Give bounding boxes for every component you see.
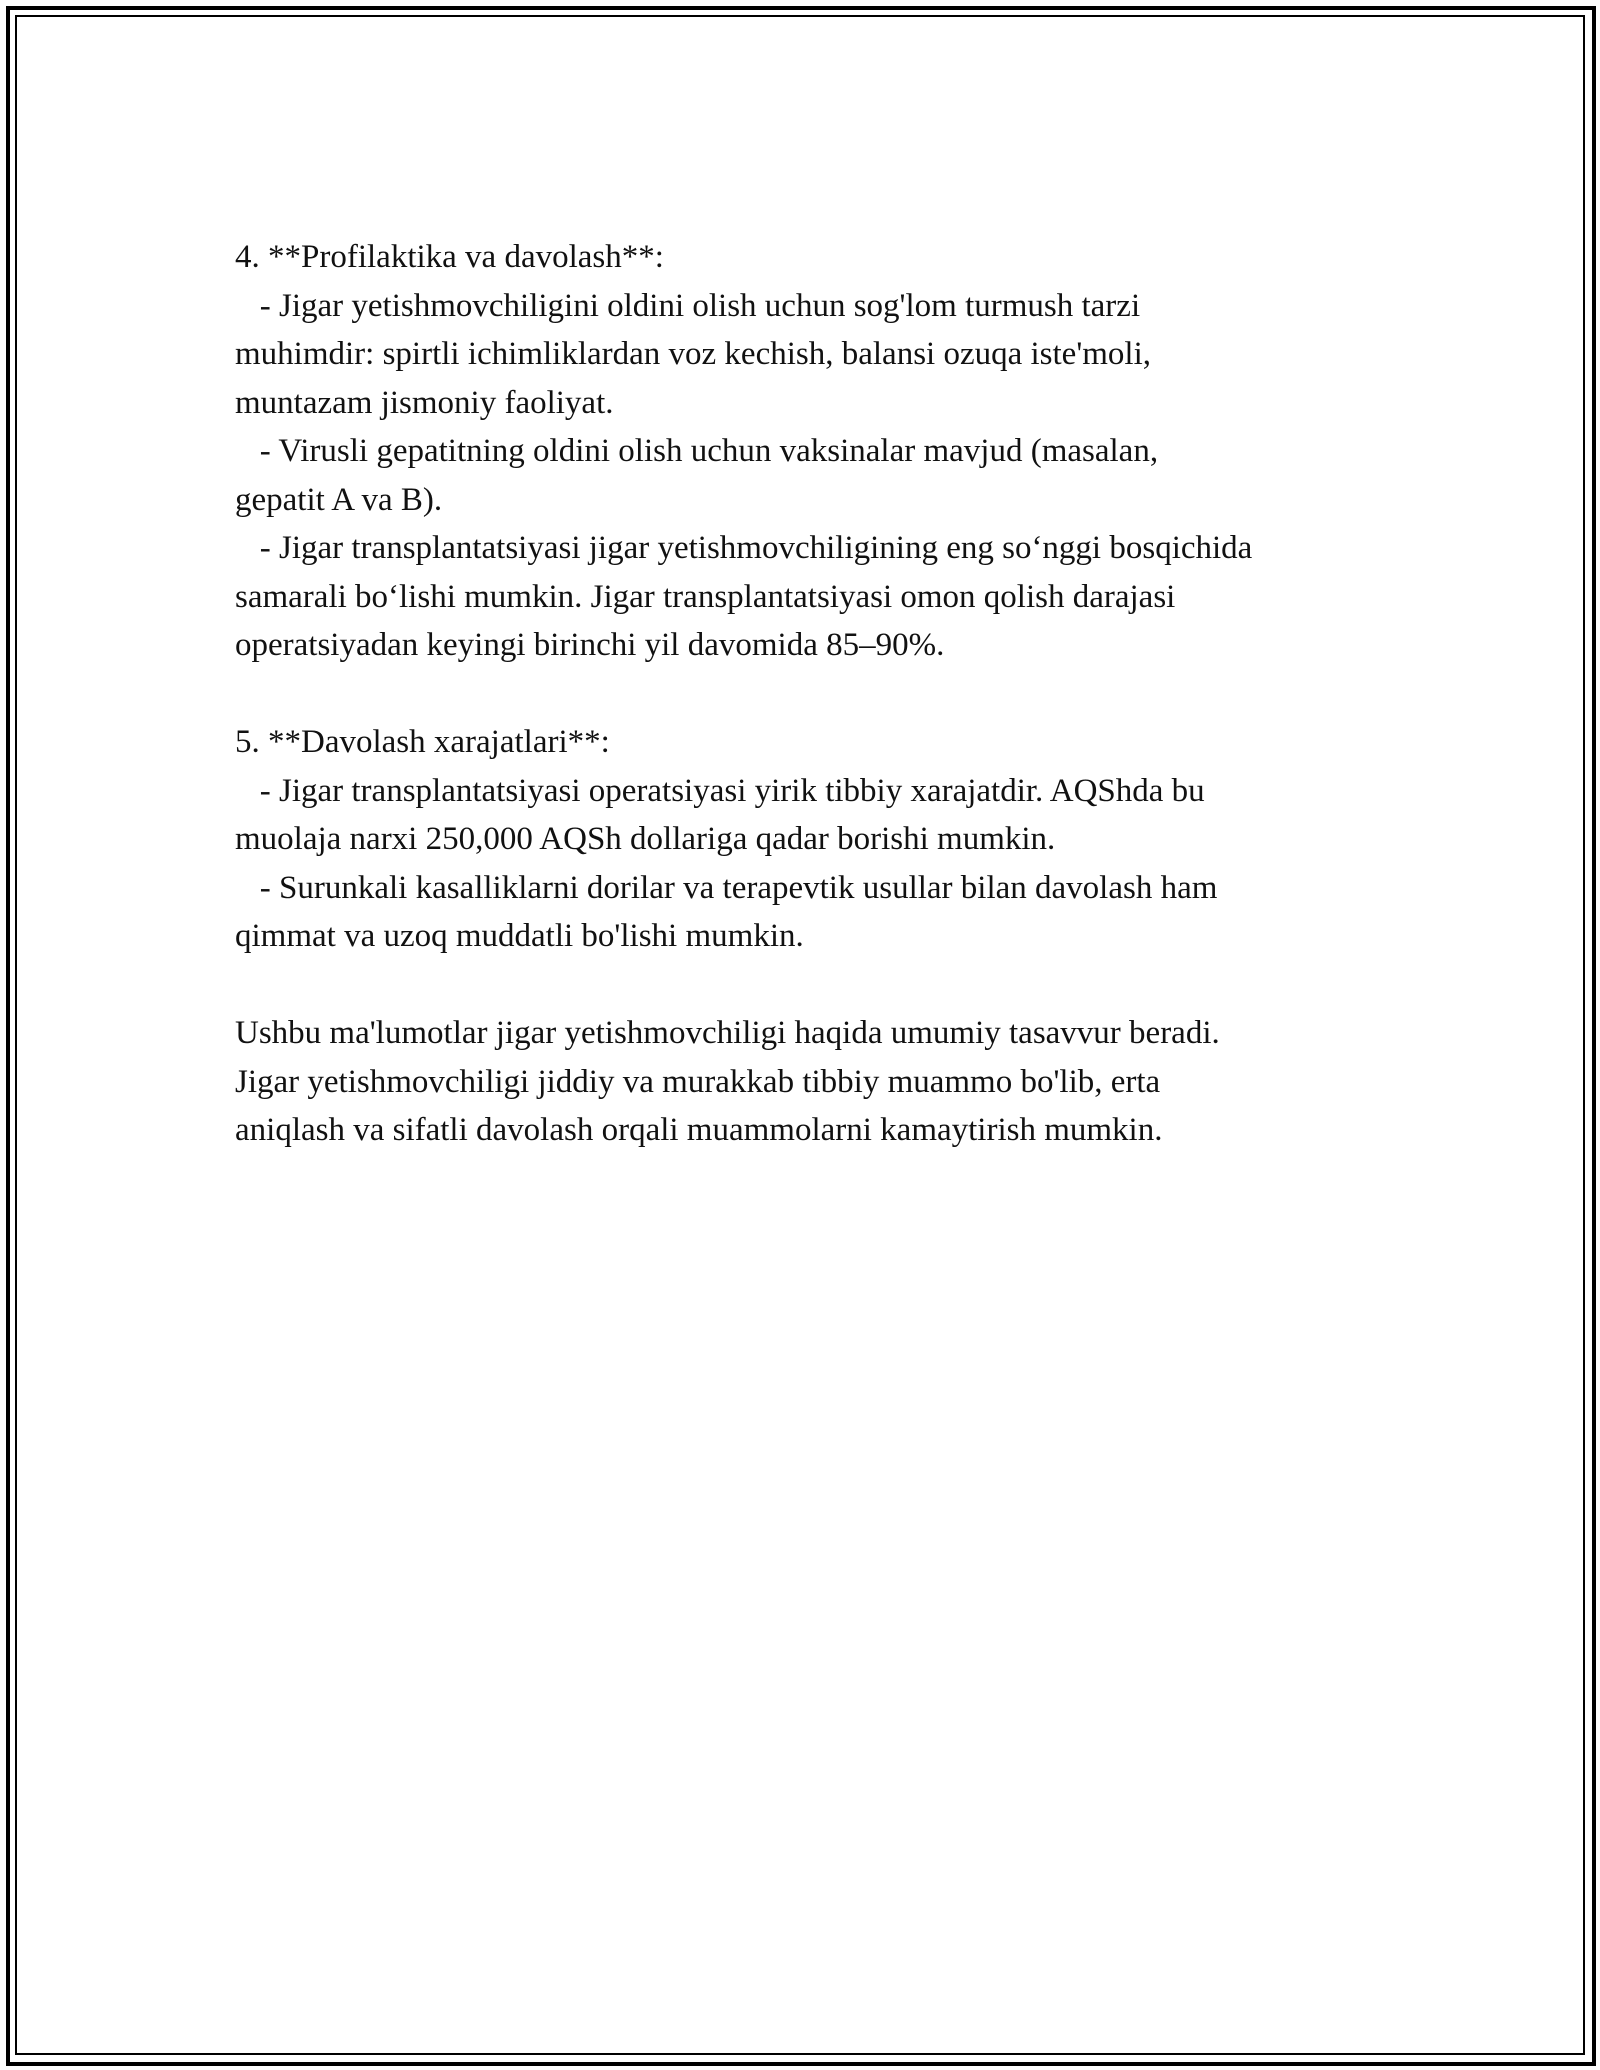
text-line: operatsiyadan keyingi birinchi yil davomida 85–90%.: [235, 627, 945, 663]
text-line: muntazam jismoniy faoliyat.: [235, 384, 614, 421]
text-line: aniqlash va sifatli davolash orqali muammolarni kamaytirish mumkin.: [235, 1112, 1163, 1148]
section-heading: 5. **Davolash xarajatlari**:: [235, 724, 610, 760]
text-line: gepatit A va B).: [235, 481, 443, 518]
text-line: - Jigar transplantatsiyasi jigar yetishmovchiligining eng so‘nggi bosqichida: [235, 530, 1253, 566]
paragraph-gap: [235, 670, 1395, 719]
text-line: samarali bo‘lishi mumkin. Jigar transplantatsiyasi omon qolish darajasi: [235, 578, 1176, 615]
section-heading: 4. **Profilaktika va davolash**:: [235, 239, 664, 275]
text-line: Jigar yetishmovchiligi jiddiy va murakkab tibbiy muammo bo'lib, erta: [235, 1063, 1161, 1100]
section-treatment-costs: [235, 718, 1395, 961]
text-line: qimmat va uzoq muddatli bo'lishi mumkin.: [235, 918, 804, 954]
section-prevention-treatment: [235, 233, 1395, 670]
text-line: - Virusli gepatitning oldini olish uchun vaksinalar mavjud (masalan,: [235, 433, 1159, 469]
document-body: [235, 233, 1395, 1155]
text-line: - Jigar transplantatsiyasi operatsiyasi yirik tibbiy xarajatdir. AQShda bu: [235, 772, 1205, 809]
text-line: - Jigar yetishmovchiligini oldini olish uchun sog'lom turmush tarzi: [235, 287, 1141, 324]
text-line: muolaja narxi 250,000 AQSh dollariga qadar borishi mumkin.: [235, 821, 1056, 857]
text-line: Ushbu ma'lumotlar jigar yetishmovchiligi haqida umumiy tasavvur beradi.: [235, 1015, 1220, 1051]
text-line: muhimdir: spirtli ichimliklardan voz kechish, balansi ozuqa iste'moli,: [235, 336, 1152, 372]
section-conclusion: [235, 1009, 1395, 1155]
paragraph-gap: [235, 961, 1395, 1010]
text-line: - Surunkali kasalliklarni dorilar va terapevtik usullar bilan davolash ham: [235, 869, 1218, 906]
